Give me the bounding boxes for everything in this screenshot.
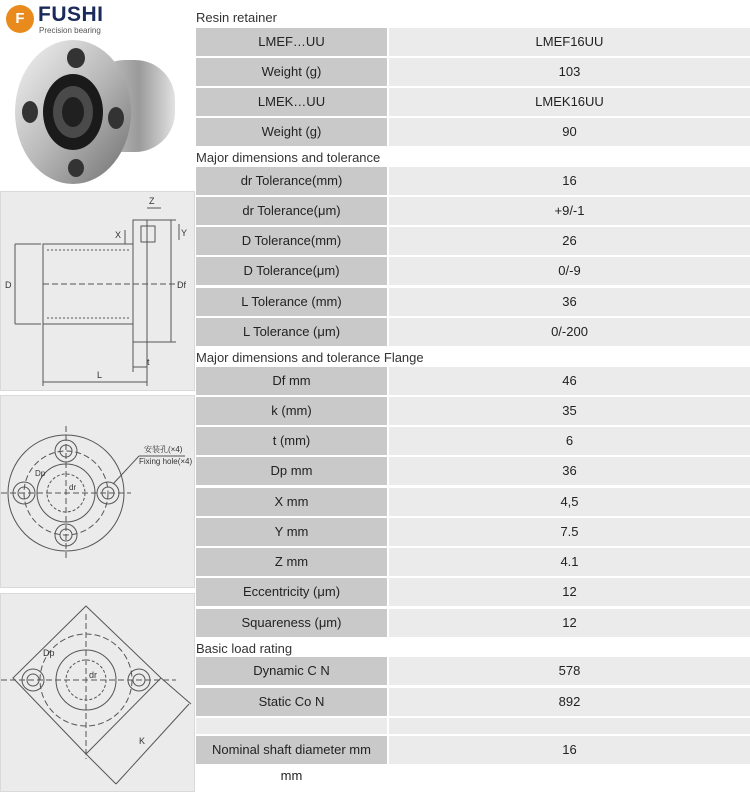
table-row [196, 657, 750, 685]
table-row [196, 227, 750, 255]
row-value: 35 [389, 397, 750, 425]
row-label: D Tolerance(mm) [196, 227, 387, 255]
product-photo [0, 0, 195, 190]
row-label: t (mm) [196, 427, 387, 455]
table-row [196, 548, 750, 576]
flanged-bearing-image [0, 0, 195, 190]
side-section-drawing [0, 191, 195, 391]
label-dp-square: Dp [43, 648, 55, 658]
spec-table [196, 0, 750, 792]
spacer-row [196, 718, 750, 734]
label-dp: Dp [35, 469, 46, 478]
table-row [196, 609, 750, 637]
label-df: Df [177, 280, 186, 290]
row-value: 26 [389, 227, 750, 255]
brand-tagline: Precision bearing [39, 26, 101, 35]
row-label: Dp mm [196, 457, 387, 485]
row-value: 36 [389, 288, 750, 316]
table-row [196, 578, 750, 606]
row-label: L Tolerance (mm) [196, 288, 387, 316]
table-row [196, 688, 750, 716]
row-label: LMEK…UU [196, 88, 387, 116]
spacer-cell [196, 718, 387, 734]
row-value: 12 [389, 609, 750, 637]
section-flange-dimensions: Major dimensions and tolerance Flange [196, 350, 424, 365]
trailing-unit: mm [280, 768, 303, 783]
row-value: LMEF16UU [389, 28, 750, 56]
table-row [196, 427, 750, 455]
round-flange-drawing [0, 395, 195, 588]
fixing-hole-en: Fixing hole(×4) [139, 457, 193, 466]
row-value: 103 [389, 58, 750, 86]
label-z: Z [149, 196, 155, 206]
row-label: Eccentricity (μm) [196, 578, 387, 606]
row-label: Z mm [196, 548, 387, 576]
row-value: 12 [389, 578, 750, 606]
table-row [196, 367, 750, 395]
row-value: 0/-9 [389, 257, 750, 285]
row-label: Df mm [196, 367, 387, 395]
label-x: X [115, 230, 122, 240]
row-label: D Tolerance(μm) [196, 257, 387, 285]
brand-name: FUSHI [38, 3, 104, 26]
row-label: dr Tolerance(μm) [196, 197, 387, 225]
label-dr: dr [69, 483, 77, 492]
row-label: k (mm) [196, 397, 387, 425]
row-value: +9/-1 [389, 197, 750, 225]
table-row [196, 488, 750, 516]
row-value: 4.1 [389, 548, 750, 576]
row-label: X mm [196, 488, 387, 516]
table-row [196, 58, 750, 86]
table-row [196, 518, 750, 546]
row-value: 36 [389, 457, 750, 485]
spacer-cell [389, 718, 750, 734]
label-y: Y [181, 228, 188, 238]
row-value: 892 [389, 688, 750, 716]
row-value: 4,5 [389, 488, 750, 516]
row-value: 90 [389, 118, 750, 146]
row-label: Weight (g) [196, 58, 387, 86]
section-resin-retainer: Resin retainer [196, 10, 277, 25]
row-label: Static Co N [196, 688, 387, 716]
label-k: K [139, 736, 146, 746]
row-value: 16 [389, 167, 750, 195]
row-label: Squareness (μm) [196, 609, 387, 637]
row-label: Y mm [196, 518, 387, 546]
table-row [196, 197, 750, 225]
table-row [196, 88, 750, 116]
row-label: LMEF…UU [196, 28, 387, 56]
row-value: 6 [389, 427, 750, 455]
label-l: L [97, 370, 103, 380]
drawings-column [0, 0, 195, 792]
row-value: LMEK16UU [389, 88, 750, 116]
table-row [196, 397, 750, 425]
table-row [196, 318, 750, 346]
brand-logo-icon: F [6, 5, 34, 33]
label-dr-square: dr [89, 670, 98, 680]
row-label: dr Tolerance(mm) [196, 167, 387, 195]
table-row [196, 457, 750, 485]
section-load-rating: Basic load rating [196, 641, 293, 656]
row-value: 7.5 [389, 518, 750, 546]
row-label: L Tolerance (μm) [196, 318, 387, 346]
row-label: Dynamic C N [196, 657, 387, 685]
row-label: Weight (g) [196, 118, 387, 146]
table-row [196, 28, 750, 56]
table-row [196, 167, 750, 195]
table-row [196, 736, 750, 764]
square-flange-drawing [0, 593, 195, 792]
label-t: t [147, 357, 150, 367]
label-d: D [5, 280, 12, 290]
row-value: 0/-200 [389, 318, 750, 346]
table-row [196, 118, 750, 146]
row-value: 46 [389, 367, 750, 395]
row-value: 16 [389, 736, 750, 764]
table-row [196, 288, 750, 316]
row-label: Nominal shaft diameter mm [196, 736, 387, 764]
table-row [196, 257, 750, 285]
section-major-dimensions: Major dimensions and tolerance [196, 150, 381, 165]
fixing-hole-cn: 安装孔(×4) [144, 445, 183, 454]
row-value: 578 [389, 657, 750, 685]
